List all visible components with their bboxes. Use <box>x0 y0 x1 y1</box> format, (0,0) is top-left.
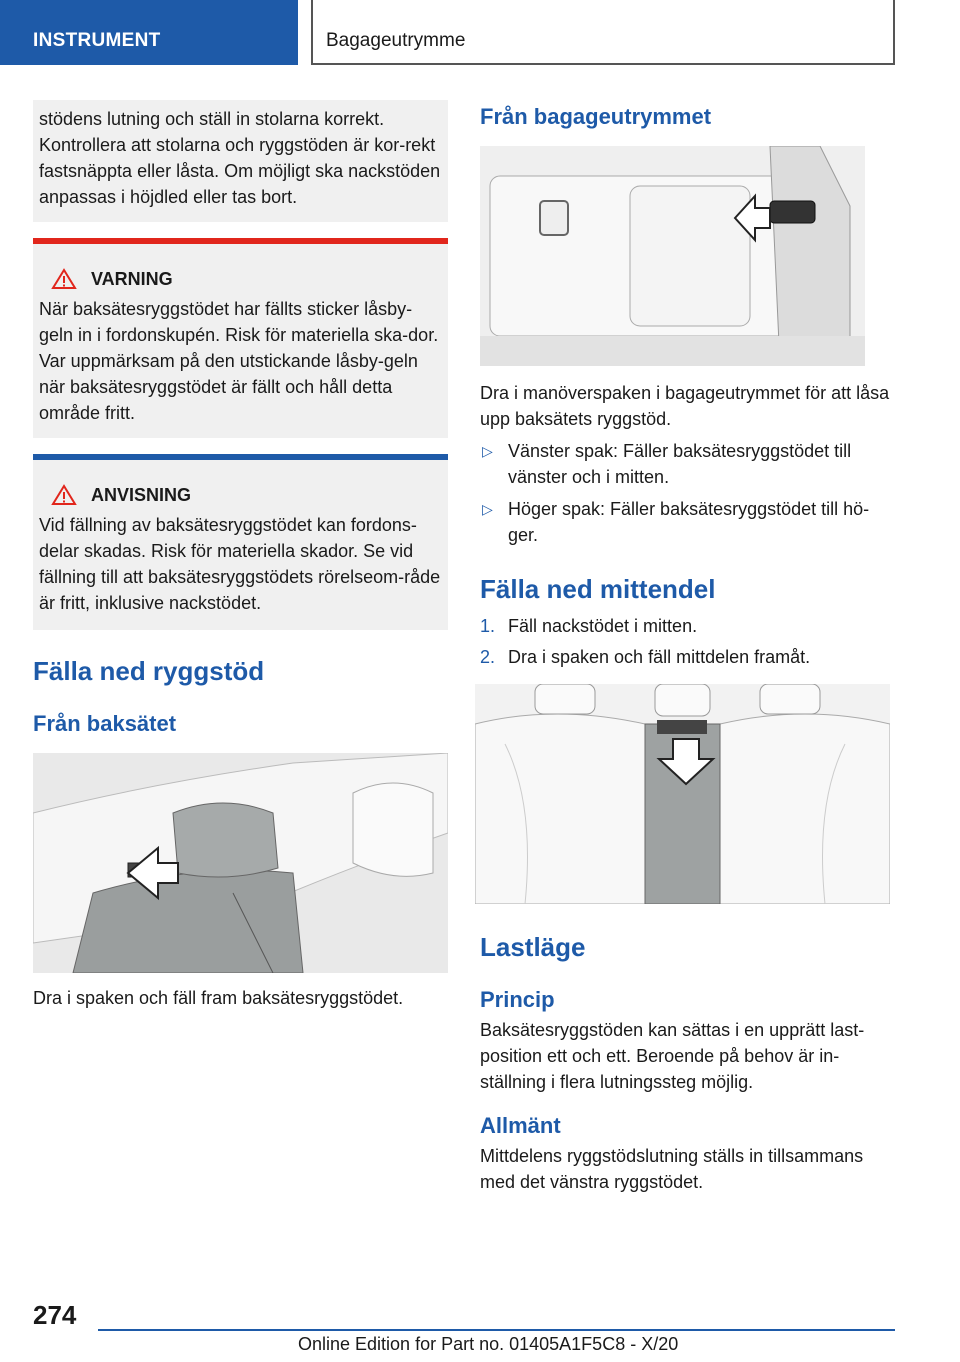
step-text: Fäll nackstödet i mitten. <box>508 616 698 636</box>
edition-footer: Online Edition for Part no. 01405A1F5C8 - X/20 <box>298 1334 679 1354</box>
footer-divider <box>98 1329 895 1331</box>
notice-text: Vid fällning av baksätesryggstödet kan fordons-delar skadas. Risk för materiella skador. Se vid fällning till att baksätesryggstödets rörelseom-råde är fritt, inklusive nackstödet. <box>39 515 441 613</box>
allmant-text: Mittdelens ryggstödslutning ställs in tillsammans med det vänstra ryggstödet. <box>480 1146 864 1192</box>
rear-seat-lever-drawing <box>33 753 448 973</box>
subheading-from-rear-seat: Från baksätet <box>33 711 177 736</box>
warning-triangle-icon <box>51 268 77 290</box>
trunk-lever-drawing <box>480 146 865 366</box>
trunk-instruction: Dra i manöverspaken i bagageutrymmet för att låsa upp baksätets ryggstöd. <box>480 383 890 429</box>
warning-heading <box>39 266 442 292</box>
section-title: Bagageutrymme <box>311 0 895 65</box>
subheading-princip: Princip <box>480 987 555 1012</box>
list-item <box>480 644 892 670</box>
warning-title: VARNING <box>91 269 173 289</box>
subheading-allmant: Allmänt <box>480 1113 561 1138</box>
warning-text: När baksätesryggstödet har fällts sticker låsby-geln in i fordonskupén. Risk för materiella ska-dor. Var uppmärksam på den utstickande låsby-geln när baksätesryggstödet är fällt och håll detta område fritt. <box>39 299 439 423</box>
notice-triangle-icon <box>51 484 77 506</box>
notice-heading <box>39 482 442 508</box>
step-number: 2. <box>480 647 496 667</box>
heading-from-trunk: Från bagageutrymmet <box>480 104 712 129</box>
princip-text: Baksätesryggstöden kan sättas i en upprätt last-position ett och ett. Beroende på behov är in-ställning i flera lutningssteg möjlig. <box>480 1020 865 1092</box>
intro-text: stödens lutning och ställ in stolarna korrekt. Kontrollera att stolarna och ryggstöden är kor-rekt fastsnäppta eller låsta. Om möjligt ska nackstöden anpassas i höjdled eller tas bort. <box>39 109 441 207</box>
figure-caption-rear-seat: Dra i spaken och fäll fram baksätesryggstödet. <box>33 988 404 1008</box>
notice-box <box>33 454 448 630</box>
notice-title: ANVISNING <box>91 485 192 505</box>
center-section-illustration <box>475 684 890 904</box>
heading-fold-backrest: Fälla ned ryggstöd <box>33 656 265 686</box>
list-item <box>480 613 892 639</box>
heading-fold-center: Fälla ned mittendel <box>480 574 716 604</box>
heading-cargo-position: Lastläge <box>480 932 586 962</box>
list-item: ▷ Vänster spak: Fäller baksätesryggstödet till vänster och i mitten. <box>480 438 892 490</box>
left-column <box>33 100 448 1011</box>
triangle-bullet-icon: ▷ <box>482 501 493 517</box>
step-text: Dra i spaken och fäll mittdelen framåt. <box>508 647 811 667</box>
lever-list <box>480 438 892 548</box>
chapter-tab: INSTRUMENT <box>0 0 298 65</box>
right-column <box>480 100 892 1195</box>
warning-box <box>33 238 448 438</box>
rear-seat-lever-illustration <box>33 753 448 973</box>
page-number: 274 <box>33 1300 77 1330</box>
center-section-drawing <box>475 684 890 904</box>
step-number: 1. <box>480 616 496 636</box>
intro-box <box>33 100 448 222</box>
center-steps <box>480 613 892 670</box>
triangle-bullet-icon: ▷ <box>482 443 493 459</box>
list-item: ▷ Höger spak: Fäller baksätesryggstödet till hö-ger. <box>480 496 892 548</box>
trunk-lever-illustration <box>480 146 865 366</box>
